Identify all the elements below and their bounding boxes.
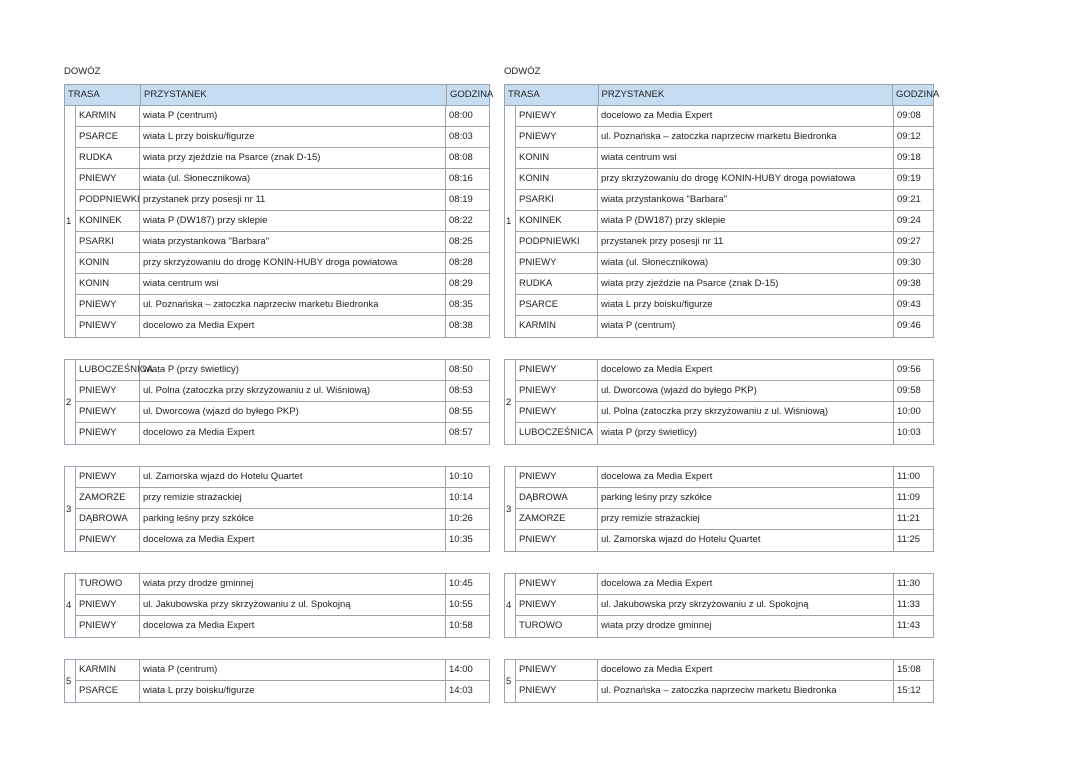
godzina-cell: 08:38	[449, 320, 473, 331]
route-group-2	[64, 359, 490, 445]
godzina-cell: 11:43	[897, 620, 921, 631]
header-godzina: GODZINA	[450, 89, 494, 100]
przystanek-cell: wiata P (centrum)	[140, 106, 446, 126]
trasa-cell: PNIEWY	[516, 106, 598, 126]
trasa-cell: TUROWO	[76, 574, 140, 594]
table-row	[76, 148, 489, 169]
table-row	[516, 595, 934, 616]
przystanek-cell: wiata przystankowa "Barbara"	[140, 232, 446, 252]
table-row	[516, 106, 934, 127]
route-number: 4	[65, 574, 76, 637]
godzina-cell: 15:12	[897, 685, 921, 696]
trasa-cell: PSARKI	[76, 232, 140, 252]
trasa-cell: PNIEWY	[76, 402, 140, 422]
trasa-cell: KONIN	[76, 253, 140, 273]
trasa-cell: PNIEWY	[516, 574, 598, 594]
table-row	[76, 423, 489, 444]
trasa-cell: PNIEWY	[76, 295, 140, 315]
przystanek-cell: ul. Poznańska – zatoczka naprzeciw marketu Biedronka	[598, 127, 894, 147]
route-rows	[76, 574, 489, 637]
godzina-cell: 14:00	[449, 664, 473, 675]
table-row	[516, 295, 934, 316]
przystanek-cell: wiata przy zjeździe na Psarce (znak D-15)	[598, 274, 894, 294]
table-row	[76, 106, 489, 127]
godzina-cell: 11:33	[897, 599, 921, 610]
table-row	[516, 381, 934, 402]
table-row	[516, 423, 934, 444]
przystanek-cell: przystanek przy posesji nr 11	[140, 190, 446, 210]
przystanek-cell: ul. Polna (zatoczka przy skrzyżowaniu z ul. Wiśniową)	[140, 381, 446, 401]
przystanek-cell: wiata przy drodze gminnej	[140, 574, 446, 594]
trasa-cell: ZAMORZE	[516, 509, 598, 529]
header-trasa: TRASA	[505, 85, 599, 105]
trasa-cell: KONIN	[516, 169, 598, 189]
godzina-cell: 11:09	[897, 492, 921, 503]
trasa-cell: PNIEWY	[76, 381, 140, 401]
route-number: 4	[505, 574, 516, 637]
godzina-cell: 08:35	[449, 299, 473, 310]
trasa-cell: KARMIN	[76, 660, 140, 680]
route-group-5	[504, 659, 934, 703]
trasa-cell: PSARCE	[516, 295, 598, 315]
table-row	[76, 127, 489, 148]
odwoz-groups	[504, 106, 934, 703]
table-row	[76, 253, 489, 274]
table-row	[76, 169, 489, 190]
route-group-3	[504, 466, 934, 552]
godzina-cell: 09:27	[897, 236, 921, 247]
table-row	[516, 169, 934, 190]
table-row	[76, 681, 489, 702]
godzina-cell: 09:46	[897, 320, 921, 331]
przystanek-cell: przy skrzyżowaniu do drogę KONIN-HUBY droga powiatowa	[598, 169, 894, 189]
table-row	[516, 574, 934, 595]
table-row	[76, 660, 489, 681]
header-przystanek: PRZYSTANEK	[141, 85, 447, 105]
przystanek-cell: docelowa za Media Expert	[140, 530, 446, 551]
przystanek-cell: docelowa za Media Expert	[140, 616, 446, 637]
route-number: 2	[505, 360, 516, 444]
table-row	[76, 274, 489, 295]
odwoz-title: ODWÓZ	[504, 66, 541, 77]
przystanek-cell: przystanek przy posesji nr 11	[598, 232, 894, 252]
route-group-4	[504, 573, 934, 638]
route-number: 3	[65, 467, 76, 551]
route-number: 5	[505, 660, 516, 702]
godzina-cell: 08:53	[449, 385, 473, 396]
table-row	[516, 616, 934, 637]
trasa-cell: PNIEWY	[516, 681, 598, 702]
dowoz-section	[64, 64, 494, 703]
table-row	[76, 381, 489, 402]
route-rows	[516, 574, 934, 637]
przystanek-cell: wiata przy drodze gminnej	[598, 616, 894, 637]
header-przystanek: PRZYSTANEK	[599, 85, 893, 105]
przystanek-cell: docelowo za Media Expert	[598, 360, 894, 380]
trasa-cell: PNIEWY	[516, 360, 598, 380]
godzina-cell: 09:43	[897, 299, 921, 310]
godzina-cell: 10:45	[449, 578, 473, 589]
godzina-cell: 09:30	[897, 257, 921, 268]
table-row	[76, 316, 489, 337]
przystanek-cell: przy skrzyżowaniu do drogę KONIN-HUBY droga powiatowa	[140, 253, 446, 273]
godzina-cell: 08:29	[449, 278, 473, 289]
table-row	[516, 127, 934, 148]
table-row	[76, 616, 489, 637]
table-row	[76, 509, 489, 530]
przystanek-cell: docelowa za Media Expert	[598, 467, 894, 487]
godzina-cell: 09:56	[897, 364, 921, 375]
przystanek-cell: ul. Jakubowska przy skrzyżowaniu z ul. Spokojną	[598, 595, 894, 615]
odwoz-section	[504, 64, 940, 703]
table-row	[76, 467, 489, 488]
przystanek-cell: wiata L przy boisku/figurze	[140, 681, 446, 702]
godzina-cell: 08:57	[449, 427, 473, 438]
godzina-cell: 11:21	[897, 513, 921, 524]
table-row	[516, 190, 934, 211]
przystanek-cell: docelowo za Media Expert	[598, 660, 894, 680]
trasa-cell: KONIN	[76, 274, 140, 294]
godzina-cell: 09:12	[897, 131, 921, 142]
table-row	[516, 467, 934, 488]
route-rows	[516, 467, 934, 551]
przystanek-cell: wiata (ul. Słonecznikowa)	[598, 253, 894, 273]
godzina-cell: 09:58	[897, 385, 921, 396]
trasa-cell: KONINEK	[76, 211, 140, 231]
table-row	[516, 660, 934, 681]
trasa-cell: ZAMORZE	[76, 488, 140, 508]
route-group-4	[64, 573, 490, 638]
trasa-cell: LUBOCZEŚNICA	[76, 360, 140, 380]
table-row	[516, 253, 934, 274]
przystanek-cell: wiata P (centrum)	[598, 316, 894, 337]
godzina-cell: 09:38	[897, 278, 921, 289]
przystanek-cell: wiata przy zjeździe na Psarce (znak D-15)	[140, 148, 446, 168]
trasa-cell: KARMIN	[516, 316, 598, 337]
trasa-cell: PNIEWY	[76, 530, 140, 551]
trasa-cell: PSARKI	[516, 190, 598, 210]
przystanek-cell: docelowo za Media Expert	[598, 106, 894, 126]
przystanek-cell: ul. Zamorska wjazd do Hotelu Quartet	[140, 467, 446, 487]
trasa-cell: KARMIN	[76, 106, 140, 126]
przystanek-cell: ul. Jakubowska przy skrzyżowaniu z ul. Spokojną	[140, 595, 446, 615]
godzina-cell: 08:16	[449, 173, 473, 184]
godzina-cell: 09:21	[897, 194, 921, 205]
przystanek-cell: ul. Poznańska – zatoczka naprzeciw marketu Biedronka	[598, 681, 894, 702]
route-rows	[516, 360, 934, 444]
godzina-cell: 14:03	[449, 685, 473, 696]
godzina-cell: 08:50	[449, 364, 473, 375]
przystanek-cell: ul. Dworcowa (wjazd do byłego PKP)	[140, 402, 446, 422]
przystanek-cell: przy remizie strażackiej	[140, 488, 446, 508]
table-row	[516, 274, 934, 295]
godzina-cell: 11:25	[897, 534, 921, 545]
przystanek-cell: ul. Poznańska – zatoczka naprzeciw marketu Biedronka	[140, 295, 446, 315]
odwoz-header-row	[504, 84, 940, 106]
table-row	[76, 232, 489, 253]
table-row	[76, 595, 489, 616]
route-rows	[76, 360, 489, 444]
godzina-cell: 09:18	[897, 152, 921, 163]
trasa-cell: KONIN	[516, 148, 598, 168]
trasa-cell: PNIEWY	[76, 316, 140, 337]
route-group-3	[64, 466, 490, 552]
przystanek-cell: parking leśny przy szkółce	[140, 509, 446, 529]
route-number: 1	[505, 106, 516, 337]
przystanek-cell: wiata przystankowa "Barbara"	[598, 190, 894, 210]
trasa-cell: RUDKA	[76, 148, 140, 168]
godzina-cell: 10:00	[897, 406, 921, 417]
route-group-5	[64, 659, 490, 703]
trasa-cell: PSARCE	[76, 681, 140, 702]
trasa-cell: PODPNIEWKI	[76, 190, 140, 210]
table-row	[76, 402, 489, 423]
trasa-cell: PNIEWY	[516, 402, 598, 422]
table-row	[516, 402, 934, 423]
route-number: 3	[505, 467, 516, 551]
godzina-cell: 09:24	[897, 215, 921, 226]
godzina-cell: 10:14	[449, 492, 473, 503]
godzina-cell: 08:00	[449, 110, 473, 121]
przystanek-cell: wiata P (przy świetlicy)	[598, 423, 894, 444]
table-row	[516, 488, 934, 509]
route-rows	[516, 660, 934, 702]
header-godzina: GODZINA	[896, 89, 940, 100]
table-row	[516, 360, 934, 381]
trasa-cell: PSARCE	[76, 127, 140, 147]
trasa-cell: LUBOCZEŚNICA	[516, 423, 598, 444]
trasa-cell: PNIEWY	[76, 169, 140, 189]
trasa-cell: DĄBROWA	[516, 488, 598, 508]
route-number: 1	[65, 106, 76, 337]
przystanek-cell: wiata (ul. Słonecznikowa)	[140, 169, 446, 189]
trasa-cell: PNIEWY	[516, 127, 598, 147]
przystanek-cell: wiata P (przy świetlicy)	[140, 360, 446, 380]
godzina-cell: 10:26	[449, 513, 473, 524]
godzina-cell: 08:25	[449, 236, 473, 247]
przystanek-cell: ul. Polna (zatoczka przy skrzyżowaniu z ul. Wiśniową)	[598, 402, 894, 422]
table-row	[76, 295, 489, 316]
przystanek-cell: docelowo za Media Expert	[140, 316, 446, 337]
przystanek-cell: wiata P (centrum)	[140, 660, 446, 680]
godzina-cell: 10:55	[449, 599, 473, 610]
przystanek-cell: wiata P (DW187) przy sklepie	[598, 211, 894, 231]
godzina-cell: 11:00	[897, 471, 921, 482]
trasa-cell: TUROWO	[516, 616, 598, 637]
godzina-cell: 10:58	[449, 620, 473, 631]
godzina-cell: 09:08	[897, 110, 921, 121]
godzina-cell: 08:28	[449, 257, 473, 268]
godzina-cell: 08:22	[449, 215, 473, 226]
table-row	[76, 190, 489, 211]
trasa-cell: PNIEWY	[76, 616, 140, 637]
przystanek-cell: ul. Zamorska wjazd do Hotelu Quartet	[598, 530, 894, 551]
table-row	[516, 509, 934, 530]
trasa-cell: KONINEK	[516, 211, 598, 231]
godzina-cell: 10:35	[449, 534, 473, 545]
route-number: 2	[65, 360, 76, 444]
przystanek-cell: docelowa za Media Expert	[598, 574, 894, 594]
godzina-cell: 10:10	[449, 471, 473, 482]
trasa-cell: PNIEWY	[516, 467, 598, 487]
table-row	[76, 360, 489, 381]
przystanek-cell: ul. Dworcowa (wjazd do byłego PKP)	[598, 381, 894, 401]
route-rows	[76, 660, 489, 702]
godzina-cell: 10:03	[897, 427, 921, 438]
przystanek-cell: wiata centrum wsi	[140, 274, 446, 294]
trasa-cell: PNIEWY	[516, 595, 598, 615]
przystanek-cell: wiata L przy boisku/figurze	[598, 295, 894, 315]
godzina-cell: 08:19	[449, 194, 473, 205]
godzina-cell: 11:30	[897, 578, 921, 589]
route-rows	[76, 467, 489, 551]
table-row	[516, 316, 934, 337]
route-group-2	[504, 359, 934, 445]
trasa-cell: PODPNIEWKI	[516, 232, 598, 252]
trasa-cell: PNIEWY	[516, 530, 598, 551]
table-row	[76, 211, 489, 232]
dowoz-groups	[64, 106, 490, 703]
table-row	[76, 488, 489, 509]
table-row	[76, 574, 489, 595]
table-row	[516, 530, 934, 551]
dowoz-header-row	[64, 84, 494, 106]
przystanek-cell: wiata L przy boisku/figurze	[140, 127, 446, 147]
route-group-1	[504, 106, 934, 338]
godzina-cell: 08:08	[449, 152, 473, 163]
godzina-cell: 09:19	[897, 173, 921, 184]
przystanek-cell: wiata centrum wsi	[598, 148, 894, 168]
godzina-cell: 15:08	[897, 664, 921, 675]
trasa-cell: PNIEWY	[76, 423, 140, 444]
route-rows	[516, 106, 934, 337]
trasa-cell: PNIEWY	[76, 467, 140, 487]
trasa-cell: PNIEWY	[516, 660, 598, 680]
table-row	[516, 211, 934, 232]
table-row	[516, 681, 934, 702]
godzina-cell: 08:55	[449, 406, 473, 417]
trasa-cell: RUDKA	[516, 274, 598, 294]
trasa-cell: PNIEWY	[516, 381, 598, 401]
przystanek-cell: przy remizie strażackiej	[598, 509, 894, 529]
dowoz-title: DOWÓZ	[64, 66, 101, 77]
przystanek-cell: docelowo za Media Expert	[140, 423, 446, 444]
route-rows	[76, 106, 489, 337]
header-trasa: TRASA	[65, 85, 141, 105]
godzina-cell: 08:03	[449, 131, 473, 142]
przystanek-cell: wiata P (DW187) przy sklepie	[140, 211, 446, 231]
route-group-1	[64, 106, 490, 338]
table-row	[516, 232, 934, 253]
trasa-cell: PNIEWY	[76, 595, 140, 615]
table-row	[76, 530, 489, 551]
przystanek-cell: parking leśny przy szkółce	[598, 488, 894, 508]
trasa-cell: PNIEWY	[516, 253, 598, 273]
table-row	[516, 148, 934, 169]
trasa-cell: DĄBROWA	[76, 509, 140, 529]
route-number: 5	[65, 660, 76, 702]
